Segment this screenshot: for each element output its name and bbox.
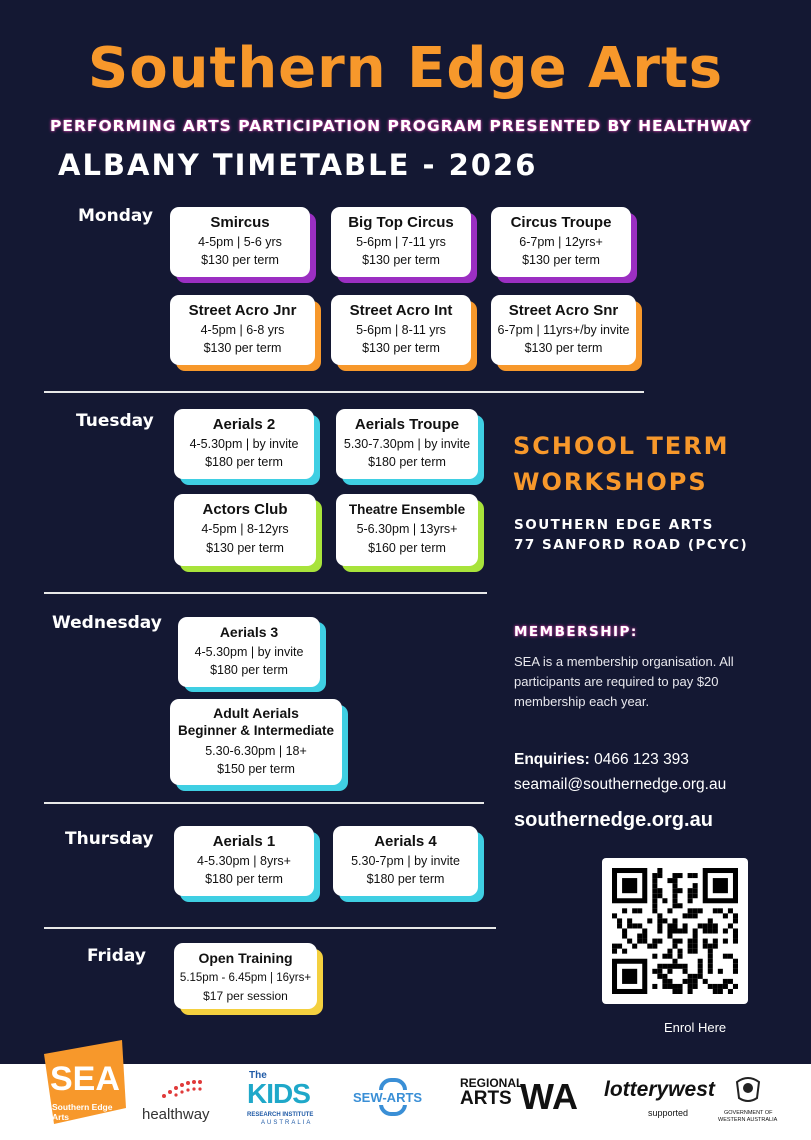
class-card-open-training[interactable] [174,943,317,1009]
class-price: $150 per term [217,762,295,776]
class-time: 4-5.30pm | by invite [194,645,304,659]
class-card-street-acro-snr[interactable] [491,295,636,365]
website-link[interactable]: southernedge.org.au [514,809,713,831]
enquiries-label: Enquiries: [514,751,590,768]
kids-logo-text: KIDS [247,1078,310,1109]
class-card-big-top-circus[interactable] [331,207,471,277]
kids-logo-country: AUSTRALIA [261,1120,313,1126]
class-card-theatre-ensemble[interactable] [336,494,478,566]
class-name: Aerials 2 [212,416,276,433]
class-card-street-acro-jnr[interactable] [170,295,315,365]
class-card-actors-club[interactable] [174,494,316,566]
divider [44,802,484,804]
qr-code[interactable] [602,858,748,1004]
divider [44,592,487,594]
healthway-logo [140,1072,220,1132]
class-price: $130 per term [522,253,600,267]
subtitle: PERFORMING ARTS PARTICIPATION PROGRAM PRESENTED BY HEALTHWAY [50,117,752,135]
sea-logo-text: SEA [50,1060,120,1098]
class-time: 5-6pm | 8-11 yrs [356,323,446,337]
sponsor-footer [0,1060,811,1140]
class-price: $130 per term [362,253,440,267]
class-name: Big Top Circus [348,214,454,231]
enrol-label: Enrol Here [664,1020,727,1035]
day-thursday: Thursday [65,829,154,849]
class-card-aerials-troupe[interactable] [336,409,478,479]
class-card-aerials-2[interactable] [174,409,314,479]
class-name: Aerials 4 [374,833,437,850]
class-card-street-acro-int[interactable] [331,295,471,365]
gov-logo-line2: WESTERN AUSTRALIA [718,1117,778,1123]
class-time: 5.30-7.30pm | by invite [343,437,471,451]
class-name: Circus Troupe [510,214,612,231]
class-time: 5.30-6.30pm | 18+ [205,744,307,758]
class-name: Actors Club [202,501,288,518]
class-price: $17 per session [203,989,288,1003]
class-time: 5.15pm - 6.45pm | 16yrs+ [179,972,312,984]
class-name: Aerials 1 [212,833,276,850]
class-price: $130 per term [524,341,603,355]
class-time: 6-7pm | 11yrs+/by invite [497,323,630,337]
kids-logo-subtext: RESEARCH INSTITUTE [247,1112,314,1118]
gov-logo-line1: GOVERNMENT OF [724,1110,773,1116]
class-time: 5.30-7pm | by invite [351,854,460,868]
day-tuesday: Tuesday [76,411,154,431]
class-card-smircus[interactable] [170,207,310,277]
lotterywest-logo-text: lotterywest [604,1078,715,1101]
class-card-aerials-3[interactable] [178,617,320,687]
class-time: 5-6pm | 7-11 yrs [356,235,446,249]
class-time: 4-5.30pm | by invite [189,437,299,451]
divider [44,927,496,929]
day-wednesday: Wednesday [52,613,162,633]
page-title: Southern Edge Arts [87,36,724,101]
sew-arts-logo [350,1078,440,1128]
email-link[interactable]: seamail@southernedge.org.au [514,776,727,793]
divider [44,391,644,393]
class-price: $180 per term [210,663,288,677]
class-price: $180 per term [205,455,283,469]
workshops-heading [513,428,730,500]
regional-logo-wa: WA [520,1076,578,1117]
class-name: Open Training [198,950,293,966]
venue-address [514,515,748,555]
enquiries [514,747,726,797]
class-time: 4-5pm | 8-12yrs [201,522,289,536]
class-card-aerials-1[interactable] [174,826,314,896]
class-name: Street Acro Int [349,302,453,319]
workshops-line-1: SCHOOL TERM [513,432,730,460]
kids-institute-logo [245,1070,325,1134]
class-time: 6-7pm | 12yrs+ [519,235,603,249]
class-price: $130 per term [362,341,440,355]
class-name: Street Acro Jnr [188,302,297,319]
class-price: $180 per term [366,872,445,886]
venue-name: SOUTHERN EDGE ARTS [514,517,714,533]
venue-street: 77 SANFORD ROAD (PCYC) [514,537,749,553]
class-name: Theatre Ensemble [348,502,466,517]
timetable-title: ALBANY TIMETABLE - 2026 [58,148,538,182]
class-time: 4-5.30pm | 8yrs+ [197,854,291,868]
regional-arts-wa-logo [460,1076,585,1128]
lotterywest-logo-subtext: supported [648,1108,689,1118]
class-price: $130 per term [206,541,284,555]
day-friday: Friday [87,946,146,966]
class-name: Adult Aerials [213,705,299,721]
lotterywest-logo [604,1074,715,1130]
class-time: 4-5pm | 6-8 yrs [200,323,285,337]
class-price: $130 per term [201,253,279,267]
regional-logo-line1: REGIONAL [460,1076,524,1090]
class-price: $160 per term [368,541,446,555]
phone-number[interactable]: 0466 123 393 [594,751,689,768]
class-name: Street Acro Snr [508,302,619,319]
class-price: $130 per term [203,341,282,355]
class-name: Aerials 3 [219,624,279,640]
class-price: $180 per term [205,872,283,886]
class-card-aerials-4[interactable] [333,826,478,896]
healthway-logo-text: healthway [142,1106,210,1123]
membership-heading: MEMBERSHIP: [514,624,638,640]
regional-logo-line2: ARTS [460,1088,512,1109]
class-price: $180 per term [368,455,446,469]
class-card-circus-troupe[interactable] [491,207,631,277]
class-name: Aerials Troupe [354,416,460,433]
class-time: 5-6.30pm | 13yrs+ [356,522,458,536]
workshops-line-2: WORKSHOPS [513,468,708,496]
day-monday: Monday [78,206,153,226]
sea-logo [40,1036,126,1131]
membership-text: SEA is a membership organisation. All participants are required to pay $20 membership each year. [514,654,734,709]
kids-logo-the: The [249,1070,267,1081]
class-name: Smircus [210,214,270,231]
sea-logo-subtext: Southern Edge Arts [52,1102,113,1122]
class-card-adult-aerials[interactable] [170,699,342,785]
qr-code-icon [612,868,738,994]
sew-arts-logo-text: SEW-ARTS [353,1090,423,1105]
class-time: 4-5pm | 5-6 yrs [198,235,282,249]
wa-government-logo [718,1072,778,1134]
healthway-dots-icon [154,1076,214,1102]
wa-crest-icon [731,1072,765,1106]
class-name-level: Beginner & Intermediate [177,723,335,738]
